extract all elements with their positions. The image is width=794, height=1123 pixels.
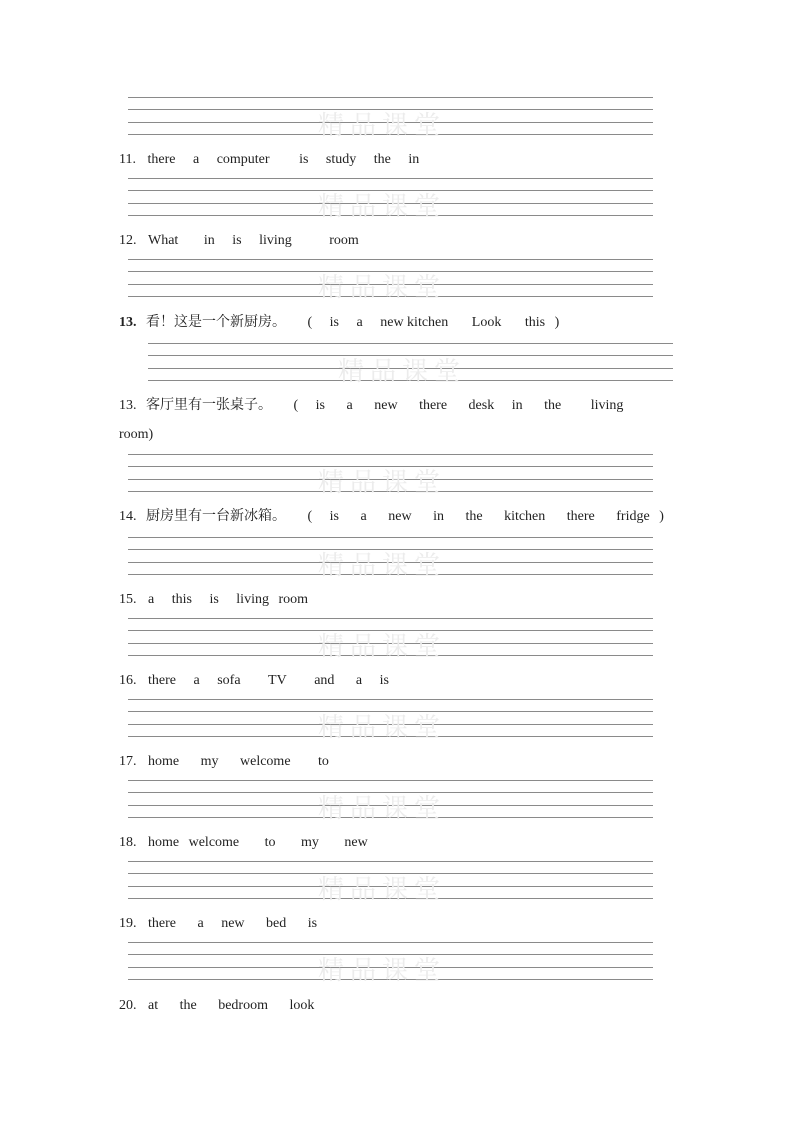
writing-lines: 精品课堂 xyxy=(128,861,653,901)
writing-lines: 精品课堂 xyxy=(128,537,653,577)
writing-lines xyxy=(128,97,653,141)
writing-lines: 精品课堂 xyxy=(128,780,653,820)
writing-lines: 精品课堂 xyxy=(128,942,653,982)
writing-lines: 精品课堂 xyxy=(128,178,653,218)
question-14: 14. 厨房里有一台新冰箱。 ( is a new in the kitchen there fridge ) xyxy=(119,508,664,524)
watermark: 精品课堂 xyxy=(318,111,447,141)
question-20: 20. at the bedroom look xyxy=(119,998,315,1013)
question-12: 12. What in is living room xyxy=(119,233,359,248)
writing-lines: 精品课堂 xyxy=(128,699,653,739)
question-11: 11. there a computer is study the in xyxy=(119,152,420,167)
writing-lines: 精品课堂 xyxy=(148,343,673,383)
question-19: 19. there a new bed is xyxy=(119,916,318,931)
question-17: 17. home my welcome to xyxy=(119,754,329,769)
question-13a: 13. 看！这是一个新厨房。 ( is a new kitchen Look this ) xyxy=(119,314,560,330)
question-16: 16. there a sofa TV and a is xyxy=(119,673,389,688)
writing-lines: 精品课堂 xyxy=(128,259,653,299)
question-13b: 13. 客厅里有一张桌子。 ( is a new there desk in the living xyxy=(119,397,624,413)
writing-lines: 精品课堂 xyxy=(128,618,653,658)
question-13b-wrap: room) xyxy=(119,427,154,442)
writing-lines: 精品课堂 xyxy=(128,454,653,494)
question-18: 18. home welcome to my new xyxy=(119,835,368,850)
question-15: 15. a this is living room xyxy=(119,592,309,607)
